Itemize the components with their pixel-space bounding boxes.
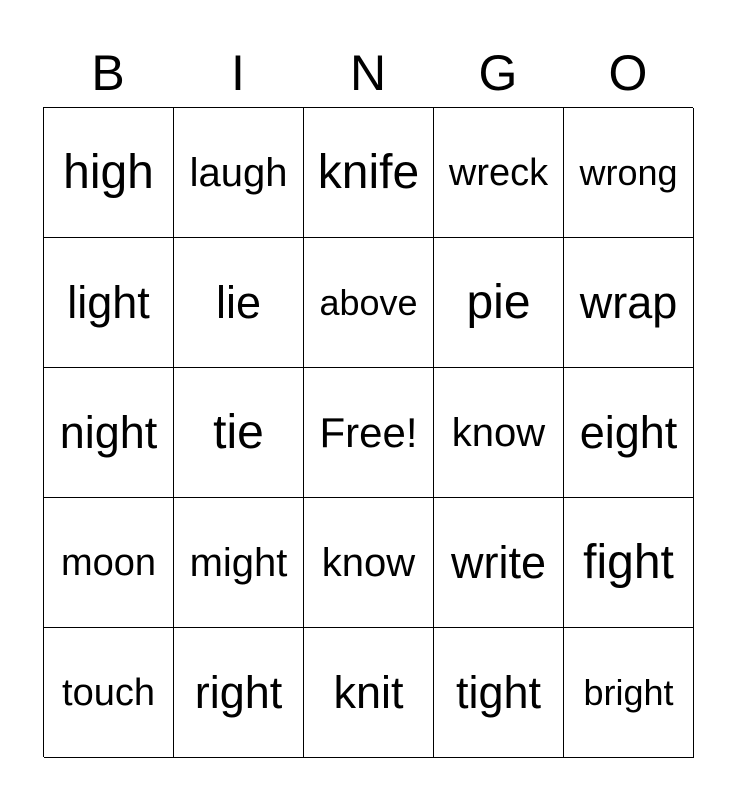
cell-word: tie bbox=[213, 405, 264, 459]
header-letter-g: G bbox=[478, 45, 518, 101]
bingo-cell bbox=[434, 628, 564, 758]
cell-word: laugh bbox=[189, 150, 288, 195]
cell-word: bright bbox=[583, 671, 674, 713]
cell-word: knit bbox=[333, 667, 404, 718]
bingo-cell bbox=[174, 238, 304, 368]
cell-word: eight bbox=[579, 407, 678, 458]
bingo-cell bbox=[434, 498, 564, 628]
bingo-cell bbox=[564, 108, 694, 238]
cell-word: tight bbox=[455, 667, 542, 718]
cell-word: wrap bbox=[579, 277, 678, 328]
cell-word: above bbox=[319, 281, 418, 323]
cell-word: know bbox=[321, 540, 416, 585]
header-letter-n: N bbox=[349, 45, 387, 101]
bingo-cell bbox=[304, 108, 434, 238]
cell-word: knife bbox=[317, 145, 420, 199]
bingo-header bbox=[43, 42, 693, 104]
cell-word: Free! bbox=[319, 408, 418, 456]
bingo-cell bbox=[434, 238, 564, 368]
cell-word: right bbox=[194, 667, 283, 718]
bingo-cell bbox=[44, 628, 174, 758]
bingo-cell bbox=[44, 108, 174, 238]
bingo-cell bbox=[304, 498, 434, 628]
cell-word: high bbox=[63, 145, 154, 199]
cell-word: night bbox=[59, 407, 158, 458]
cell-word: know bbox=[451, 410, 546, 455]
bingo-cell bbox=[44, 498, 174, 628]
bingo-cell bbox=[304, 238, 434, 368]
bingo-cell bbox=[434, 108, 564, 238]
bingo-board bbox=[43, 107, 693, 757]
cell-word: touch bbox=[62, 671, 155, 714]
header-letter-i: I bbox=[231, 45, 245, 101]
bingo-cell bbox=[564, 368, 694, 498]
bingo-cell bbox=[304, 628, 434, 758]
bingo-cell bbox=[564, 498, 694, 628]
bingo-cell bbox=[434, 368, 564, 498]
cell-word: pie bbox=[466, 275, 531, 329]
header-letter-b: B bbox=[91, 45, 125, 101]
cell-word: wrong bbox=[579, 151, 678, 193]
bingo-cell bbox=[304, 368, 434, 498]
cell-word: write bbox=[450, 537, 546, 588]
bingo-cell bbox=[44, 368, 174, 498]
cell-word: light bbox=[67, 277, 150, 328]
bingo-cell bbox=[564, 628, 694, 758]
cell-word: wreck bbox=[448, 151, 549, 194]
bingo-cell bbox=[174, 108, 304, 238]
cell-word: might bbox=[189, 540, 288, 585]
bingo-cell bbox=[564, 238, 694, 368]
bingo-cell bbox=[44, 238, 174, 368]
cell-word: fight bbox=[583, 535, 674, 589]
bingo-cell bbox=[174, 368, 304, 498]
bingo-cell bbox=[174, 628, 304, 758]
bingo-cell bbox=[174, 498, 304, 628]
cell-word: lie bbox=[215, 277, 262, 328]
cell-word: moon bbox=[60, 541, 157, 584]
header-letter-o: O bbox=[608, 45, 648, 101]
